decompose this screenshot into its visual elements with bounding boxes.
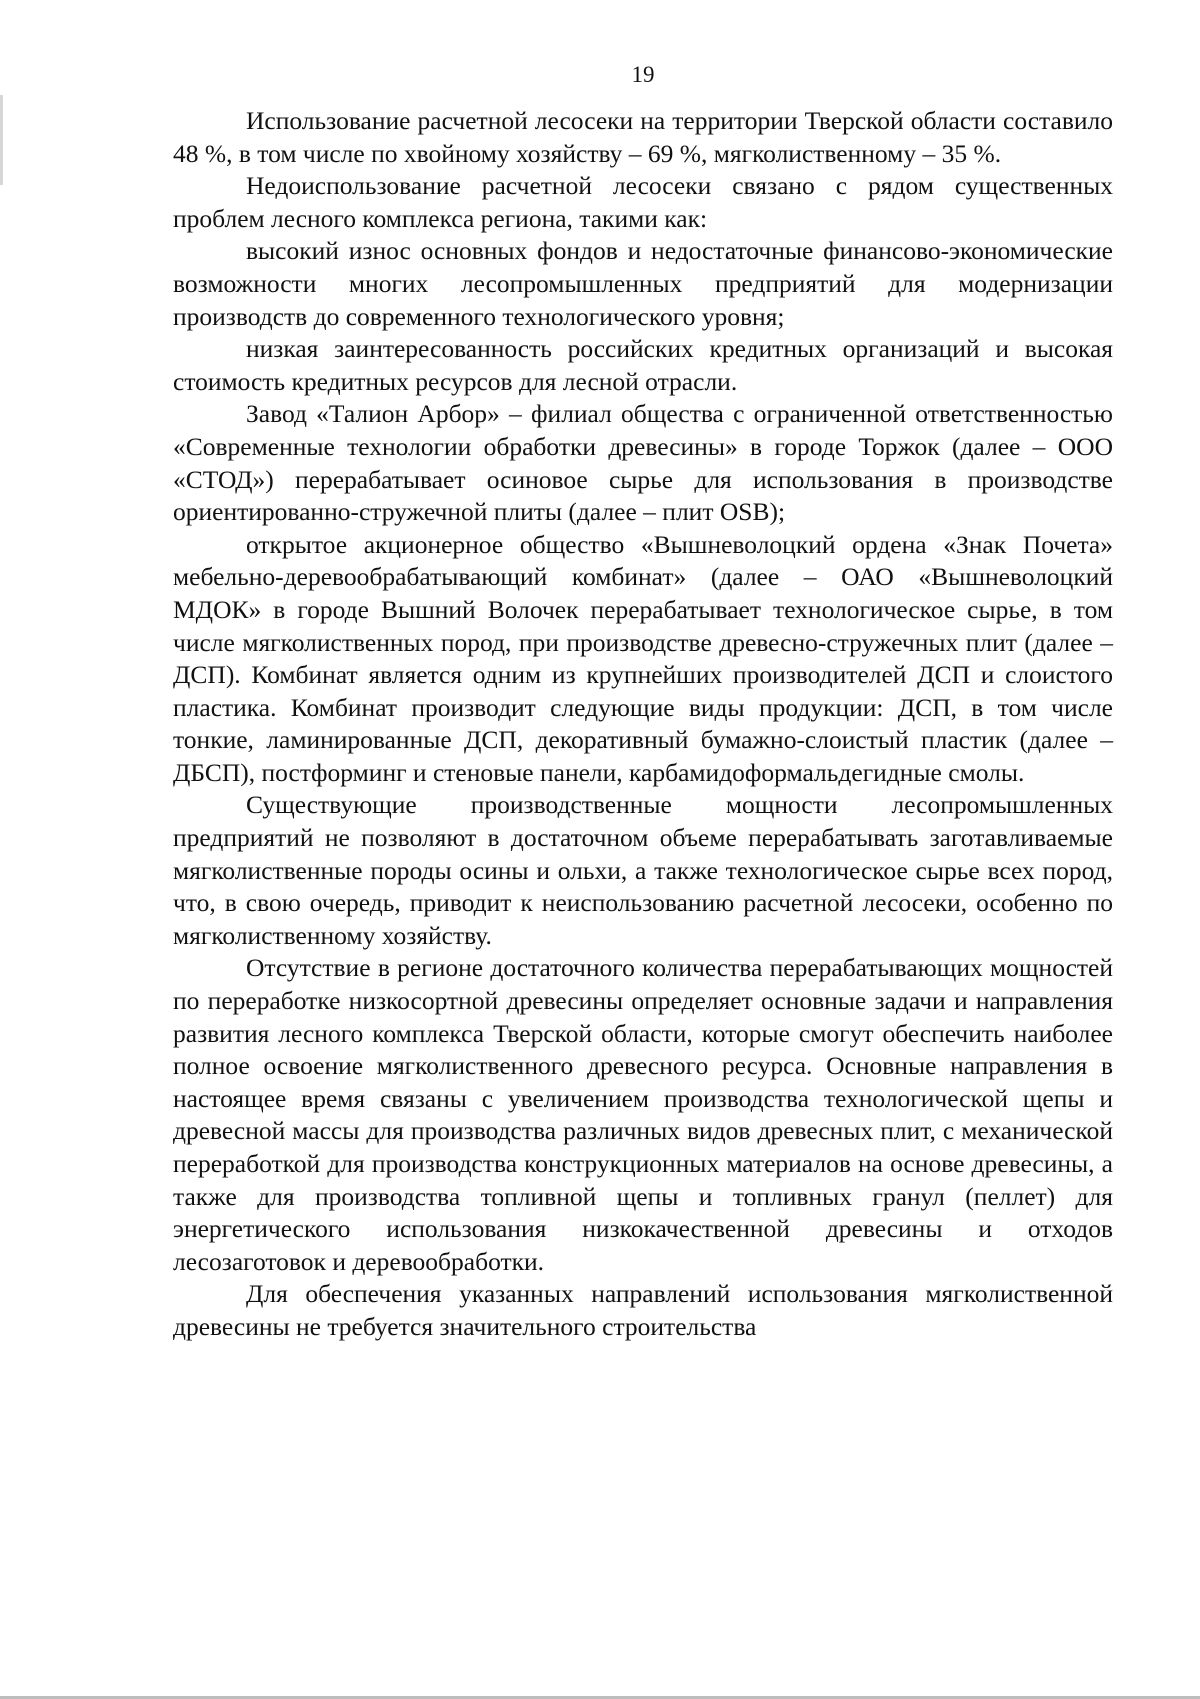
paragraph-existing-capacity: Существующие производственные мощности лесопромышленных предприятий не позволяют в достаточном объеме перерабатывать заготавливаемые мягколиственные породы осины и ольхи, а также технологическое сырье всех пород, что, в свою очередь, приводит к неиспользованию расчетной лесосеки, особенно по мягколиственному хозяйству.	[173, 790, 1113, 950]
scan-edge-mark	[0, 95, 3, 185]
paragraph-talion-arbor: Завод «Талион Арбор» – филиал общества с ограниченной ответственностью «Современные технологии обработки древесины» в городе Торжок (далее – ООО «СТОД») перерабатывает осиновое сырье для использования в производстве ориентированно-стружечной плиты (далее – плит OSB);	[173, 399, 1113, 527]
paragraph-construction-requirements: Для обеспечения указанных направлений использования мягколиственной древесины не требуется значительного строительства	[173, 1279, 1113, 1341]
paragraph-credit-interest: низкая заинтересованность российских кредитных организаций и высокая стоимость кредитных ресурсов для лесной отрасли.	[173, 334, 1113, 396]
page-number: 19	[631, 62, 655, 87]
document-body	[173, 105, 1113, 1344]
paragraph-underuse-problems: Недоиспользование расчетной лесосеки связано с рядом существенных проблем лесного комплекса региона, такими как:	[173, 171, 1113, 233]
paragraph-logging-usage: Использование расчетной лесосеки на территории Тверской области составило 48 %, в том числе по хвойному хозяйству – 69 %, мягколиственному – 35 %.	[173, 106, 1113, 168]
paragraph-fixed-assets-wear: высокий износ основных фондов и недостаточные финансово-экономические возможности многих лесопромышленных предприятий для модернизации производств до современного технологического уровня;	[173, 236, 1113, 331]
paragraph-development-directions: Отсутствие в регионе достаточного количества перерабатывающих мощностей по переработке низкосортной древесины определяет основные задачи и направления развития лесного комплекса Тверской области, которые смогут обеспечить наиболее полное освоение мягколиственного древесного ресурса. Основные направления в настоящее время связаны с увеличением производства технологической щепы и древесной массы для производства различных видов древесных плит, с механической переработкой для производства конструкционных материалов на основе древесины, а также для производства топливной щепы и топливных гранул (пеллет) для энергетического использования низкокачественной древесины и отходов лесозаготовок и деревообработки.	[173, 953, 1113, 1276]
paragraph-vyshnevolotsky-mdok: открытое акционерное общество «Вышневолоцкий ордена «Знак Почета» мебельно-деревообрабатывающий комбинат» (далее – ОАО «Вышневолоцкий МДОК» в городе Вышний Волочек перерабатывает технологическое сырье, в том числе мягколиственных пород, при производстве древесно-стружечных плит (далее – ДСП). Комбинат является одним из крупнейших производителей ДСП и слоистого пластика. Комбинат производит следующие виды продукции: ДСП, в том числе тонкие, ламинированные ДСП, декоративный бумажно-слоистый пластик (далее – ДБСП), постформинг и стеновые панели, карбамидоформальдегидные смолы.	[173, 529, 1113, 787]
